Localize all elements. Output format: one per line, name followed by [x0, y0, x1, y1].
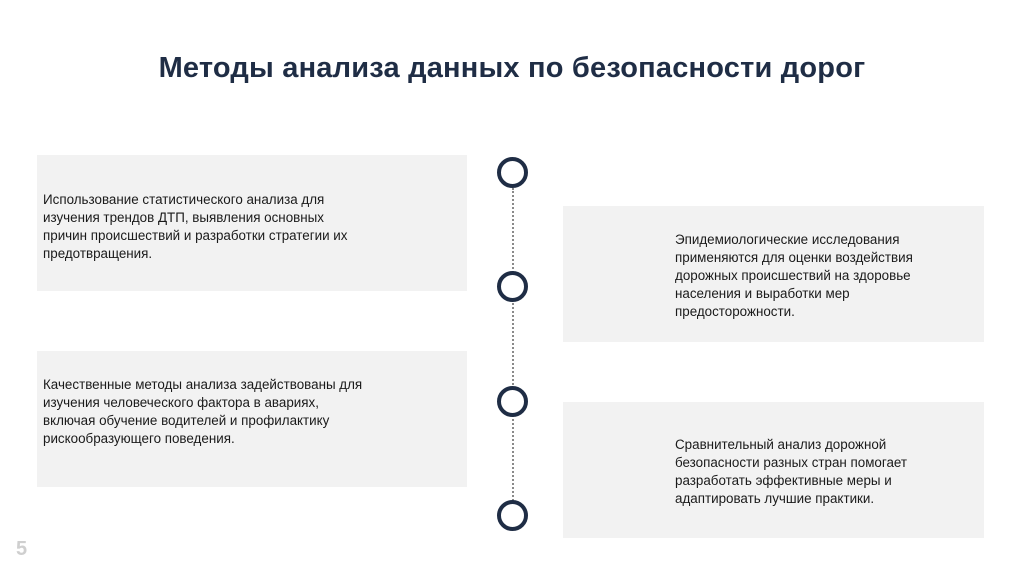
- method-card-text: Качественные методы анализа задействованы для изучения человеческого фактора в авариях, включая обучение водителей и профилактику рискообразующего поведения.: [43, 377, 363, 446]
- method-card-statistical: [37, 155, 467, 291]
- method-card-qualitative: [37, 351, 467, 487]
- timeline-dotted-line: [512, 188, 514, 508]
- slide-title: Методы анализа данных по безопасности дорог: [158, 52, 866, 84]
- timeline-node-circle-icon: [497, 386, 528, 417]
- method-card-comparative: [563, 402, 984, 538]
- timeline-node-circle-icon: [497, 157, 528, 188]
- page-number: 5: [16, 538, 28, 560]
- method-card-text: Использование статистического анализа для изучения трендов ДТП, выявления основных причин происшествий и разработки стратегии их предотвращения.: [43, 192, 348, 261]
- timeline-node-circle-icon: [497, 271, 528, 302]
- method-card-text: Эпидемиологические исследования применяются для оценки воздействия дорожных происшествий на здоровье населения и выработки мер предосторожности.: [675, 232, 913, 319]
- timeline-node-circle-icon: [497, 500, 528, 531]
- method-card-text: Сравнительный анализ дорожной безопасности разных стран помогает разработать эффективные меры и адаптировать лучшие практики.: [675, 437, 908, 506]
- method-card-epidemiological: [563, 206, 984, 342]
